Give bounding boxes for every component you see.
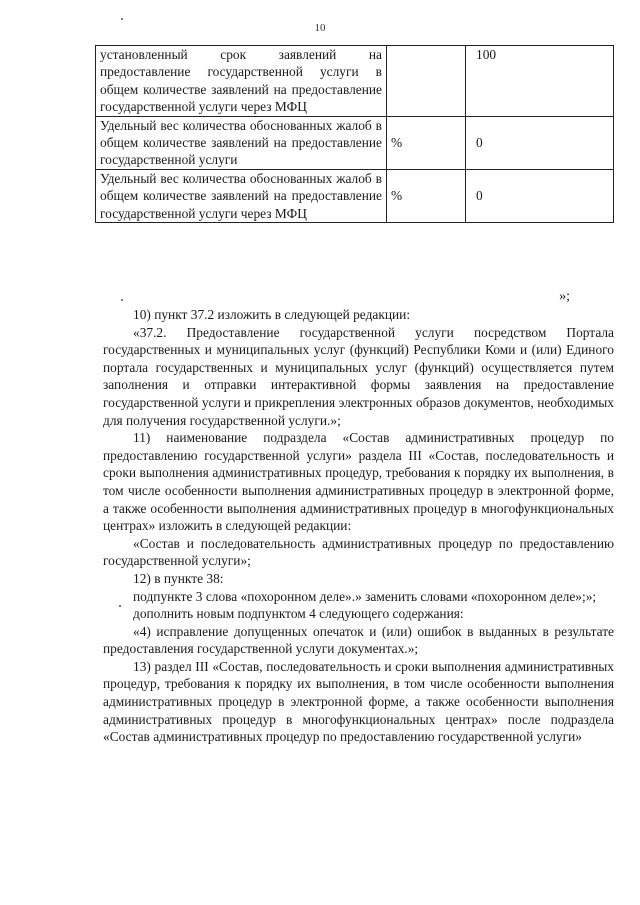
indicator-name-cell: Удельный вес количества обоснованных жалоб в общем количестве заявлений на предоставление государственной услуги (96, 116, 387, 169)
indicator-value-cell: 0 (466, 116, 614, 169)
paragraph-new-subsection-title: «Состав и последовательность административных процедур по предоставлению государственной услуги»; (103, 535, 614, 569)
table-row (96, 169, 614, 222)
indicator-name-cell: установленный срок заявлений на предоставление государственной услуги в общем количестве заявлений на предоставление государственной услуги через МФЦ (96, 46, 387, 117)
paragraph-item-10: 10) пункт 37.2 изложить в следующей редакции: (133, 307, 411, 322)
indicator-unit-cell: % (387, 169, 466, 222)
paragraph-quote-37-2: «37.2. Предоставление государственной услуги посредством Портала государственных и муниципальных услуг (функций) Республики Коми и (или) Единого портала государственных и муниципальных услуг (функций) осуществляется путем заполнения и отправки интерактивной формы заявления на предоставление государственной услуги и прикрепления электронных образов документов, необходимых для получения государственной услуги.»; (103, 324, 614, 428)
indicator-value-cell: 0 (466, 169, 614, 222)
paragraph-item-12: 12) в пункте 38: (133, 570, 224, 586)
indicator-value-cell: 100 (466, 46, 614, 117)
indicators-table (95, 45, 614, 223)
table-row (96, 116, 614, 169)
paragraph-subpoint-3: подпункте 3 слова «похоронном деле».» заменить словами «похоронном деле»;»; (133, 588, 597, 604)
scan-speck (121, 18, 123, 20)
table-row (96, 46, 614, 117)
indicator-name-cell: Удельный вес количества обоснованных жалоб в общем количестве заявлений на предоставление государственной услуги через МФЦ (96, 169, 387, 222)
paragraph-subpoint-4: «4) исправление допущенных опечаток и (или) ошибок в выданных в результате предоставления государственной услуги документах.»; (103, 623, 614, 657)
page-number: 10 (314, 22, 326, 34)
scan-speck (121, 299, 123, 301)
paragraph-add-subpoint: дополнить новым подпунктом 4 следующего содержания: (133, 606, 464, 622)
table-closing-quote: »; (559, 289, 570, 304)
indicator-unit-cell (387, 46, 466, 117)
document-body (103, 306, 614, 746)
paragraph-item-13: 13) раздел III «Состав, последовательность и сроки выполнения административных процедур, требования к порядку их выполнения, в том числе особенности выполнения административных процедур в электронной форме, а также особенности выполнения административных процедур в многофункциональных центрах» после подраздела «Состав административных процедур по предоставлению государственной услуги» (103, 658, 614, 745)
indicator-unit-cell: % (387, 116, 466, 169)
paragraph-item-11: 11) наименование подраздела «Состав административных процедур по предоставлению государственной услуги» раздела III «Состав, последовательность и сроки выполнения административных процедур, требования к порядку их выполнения, в том числе особенности выполнения административных процедур в электронной форме, а также особенности выполнения административных процедур в многофункциональных центрах» изложить в следующей редакции: (103, 430, 614, 534)
